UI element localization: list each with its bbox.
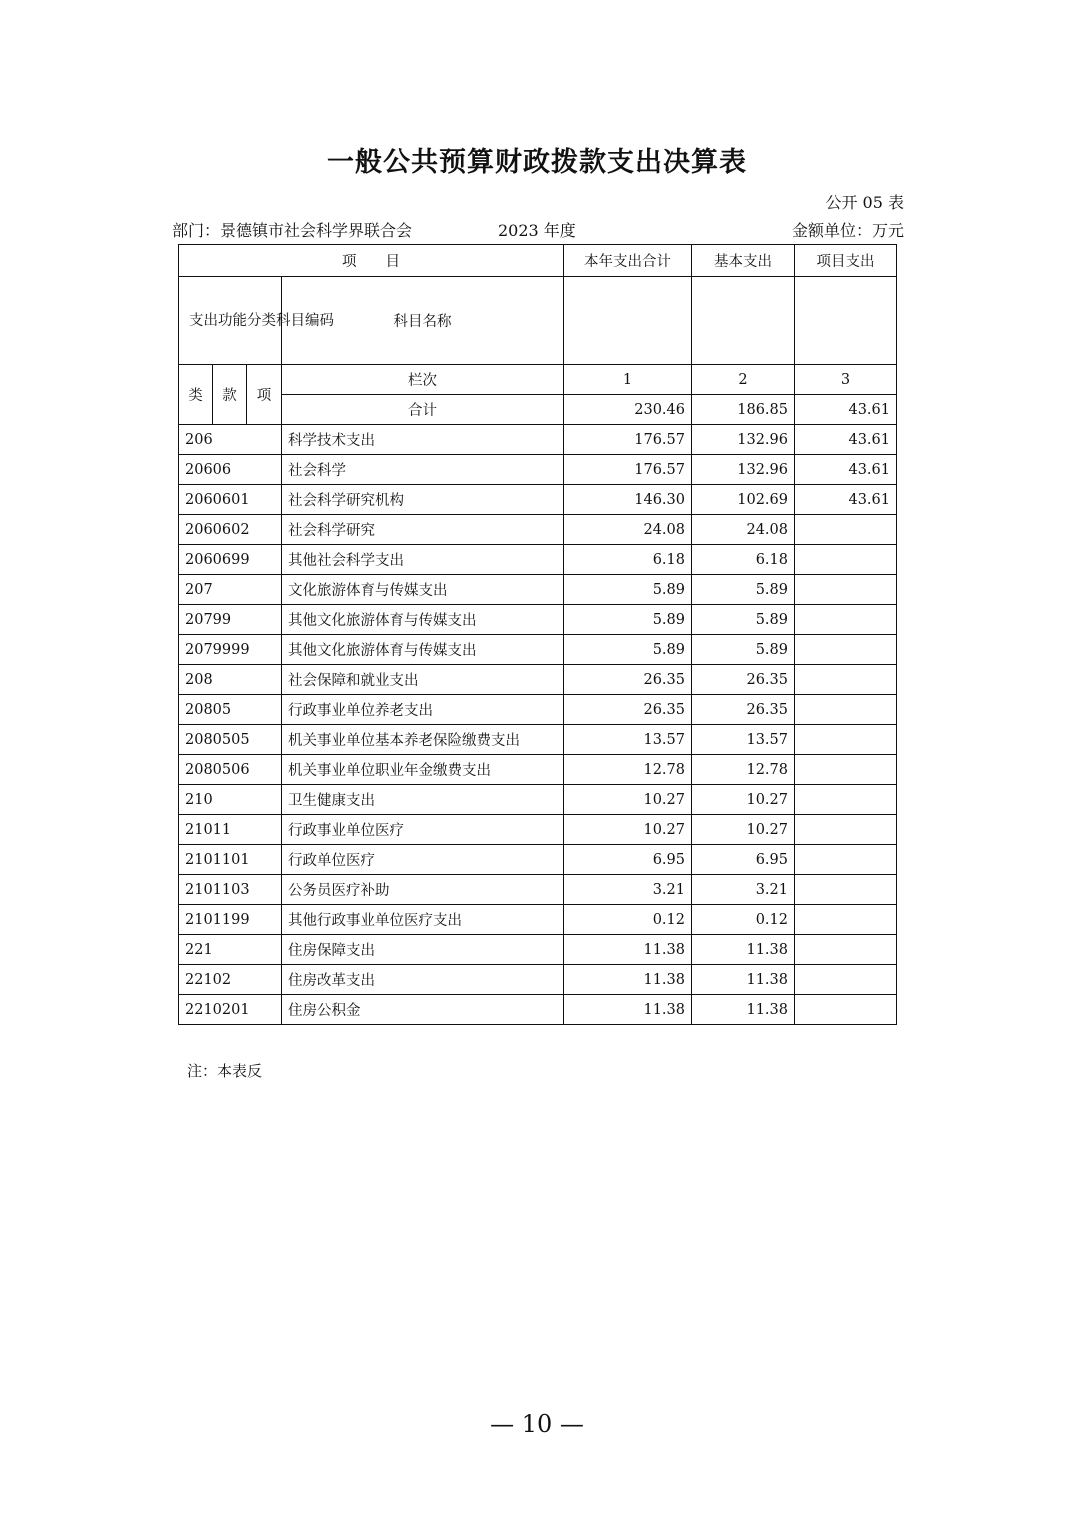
project-sum: 43.61 xyxy=(795,395,897,425)
project-amount xyxy=(795,845,897,875)
subject-name: 行政事业单位医疗 xyxy=(282,815,564,845)
total-amount: 11.38 xyxy=(564,935,692,965)
basic-amount: 5.89 xyxy=(692,635,795,665)
project-amount xyxy=(795,605,897,635)
total-amount: 5.89 xyxy=(564,635,692,665)
basic-amount: 11.38 xyxy=(692,965,795,995)
subject-code: 2080506 xyxy=(179,755,282,785)
subject-name: 机关事业单位职业年金缴费支出 xyxy=(282,755,564,785)
basic-amount: 11.38 xyxy=(692,935,795,965)
total-amount: 10.27 xyxy=(564,815,692,845)
header-col-1: 1 xyxy=(564,365,692,395)
total-amount: 176.57 xyxy=(564,425,692,455)
table-row xyxy=(179,545,897,575)
project-amount xyxy=(795,695,897,725)
amount-unit: 金额单位：万元 xyxy=(791,221,904,240)
subject-code: 2101199 xyxy=(179,905,282,935)
project-amount xyxy=(795,785,897,815)
header-lanci: 栏次 xyxy=(282,365,564,395)
table-row xyxy=(179,485,897,515)
project-amount xyxy=(795,755,897,785)
basic-amount: 12.78 xyxy=(692,755,795,785)
project-amount xyxy=(795,995,897,1025)
table-row xyxy=(179,605,897,635)
header-col-3: 3 xyxy=(795,365,897,395)
table-row xyxy=(179,815,897,845)
table-row xyxy=(179,455,897,485)
subject-code: 2060699 xyxy=(179,545,282,575)
total-amount: 12.78 xyxy=(564,755,692,785)
basic-amount: 11.38 xyxy=(692,995,795,1025)
subject-name: 社会科学研究机构 xyxy=(282,485,564,515)
project-amount: 43.61 xyxy=(795,455,897,485)
total-amount: 26.35 xyxy=(564,665,692,695)
project-amount xyxy=(795,965,897,995)
basic-amount: 24.08 xyxy=(692,515,795,545)
subject-name: 住房公积金 xyxy=(282,995,564,1025)
subject-code: 22102 xyxy=(179,965,282,995)
total-amount: 0.12 xyxy=(564,905,692,935)
subject-code: 210 xyxy=(179,785,282,815)
table-row xyxy=(179,965,897,995)
table-note: 注：本表反 xyxy=(187,1062,263,1080)
subject-name: 科学技术支出 xyxy=(282,425,564,455)
project-amount xyxy=(795,665,897,695)
subject-code: 2079999 xyxy=(179,635,282,665)
basic-amount: 0.12 xyxy=(692,905,795,935)
total-amount: 26.35 xyxy=(564,695,692,725)
header-project-col: 项目支出 xyxy=(795,245,897,277)
project-amount: 43.61 xyxy=(795,425,897,455)
total-label: 合计 xyxy=(282,395,564,425)
header-col-2: 2 xyxy=(692,365,795,395)
project-amount xyxy=(795,515,897,545)
subject-code: 2060602 xyxy=(179,515,282,545)
department-label: 部门：景德镇市社会科学界联合会 xyxy=(172,221,413,240)
subject-name: 机关事业单位基本养老保险缴费支出 xyxy=(282,725,564,755)
header-row-2 xyxy=(179,277,897,365)
table-row xyxy=(179,845,897,875)
header-subject-name: 科目名称 xyxy=(282,277,564,365)
basic-amount: 3.21 xyxy=(692,875,795,905)
budget-table xyxy=(178,244,897,1025)
header-total-col: 本年支出合计 xyxy=(564,245,692,277)
basic-amount: 102.69 xyxy=(692,485,795,515)
subject-name: 行政事业单位养老支出 xyxy=(282,695,564,725)
basic-amount: 10.27 xyxy=(692,815,795,845)
subject-name: 其他文化旅游体育与传媒支出 xyxy=(282,635,564,665)
total-amount: 176.57 xyxy=(564,455,692,485)
subject-code: 20805 xyxy=(179,695,282,725)
table-row xyxy=(179,515,897,545)
subject-code: 2080505 xyxy=(179,725,282,755)
header-kuan: 款 xyxy=(213,365,247,425)
form-number: 公开 05 表 xyxy=(825,193,904,212)
subject-code: 21011 xyxy=(179,815,282,845)
subject-name: 住房改革支出 xyxy=(282,965,564,995)
subject-code: 2101101 xyxy=(179,845,282,875)
table-row xyxy=(179,635,897,665)
subject-code: 2210201 xyxy=(179,995,282,1025)
basic-amount: 5.89 xyxy=(692,605,795,635)
table-row xyxy=(179,905,897,935)
total-sum: 230.46 xyxy=(564,395,692,425)
page-title: 一般公共预算财政拨款支出决算表 xyxy=(327,147,747,178)
table-row xyxy=(179,575,897,605)
total-amount: 146.30 xyxy=(564,485,692,515)
table-row xyxy=(179,935,897,965)
project-amount xyxy=(795,815,897,845)
total-amount: 11.38 xyxy=(564,995,692,1025)
project-amount xyxy=(795,875,897,905)
total-amount: 6.95 xyxy=(564,845,692,875)
table-row xyxy=(179,875,897,905)
basic-amount: 5.89 xyxy=(692,575,795,605)
header-empty-cell xyxy=(692,277,795,365)
subject-code: 221 xyxy=(179,935,282,965)
total-amount: 10.27 xyxy=(564,785,692,815)
subject-code: 2060601 xyxy=(179,485,282,515)
project-amount xyxy=(795,905,897,935)
fiscal-year: 2023 年度 xyxy=(498,221,576,240)
header-row-3 xyxy=(179,365,897,395)
subject-name: 文化旅游体育与传媒支出 xyxy=(282,575,564,605)
table-row xyxy=(179,665,897,695)
subject-name: 社会科学研究 xyxy=(282,515,564,545)
basic-amount: 26.35 xyxy=(692,695,795,725)
total-amount: 5.89 xyxy=(564,575,692,605)
subject-code: 20606 xyxy=(179,455,282,485)
subject-name: 住房保障支出 xyxy=(282,935,564,965)
subject-name: 行政单位医疗 xyxy=(282,845,564,875)
header-code: 支出功能分类科目编码 xyxy=(179,277,282,365)
total-amount: 24.08 xyxy=(564,515,692,545)
subject-name: 社会保障和就业支出 xyxy=(282,665,564,695)
table-row xyxy=(179,755,897,785)
project-amount: 43.61 xyxy=(795,485,897,515)
header-basic-col: 基本支出 xyxy=(692,245,795,277)
header-empty-cell xyxy=(795,277,897,365)
header-row-1 xyxy=(179,245,897,277)
header-xiang: 项 xyxy=(247,365,282,425)
total-row xyxy=(179,395,897,425)
project-amount xyxy=(795,635,897,665)
header-lei: 类 xyxy=(179,365,213,425)
total-amount: 5.89 xyxy=(564,605,692,635)
page-number: — 10 — xyxy=(490,1410,584,1438)
basic-amount: 10.27 xyxy=(692,785,795,815)
basic-amount: 13.57 xyxy=(692,725,795,755)
project-amount xyxy=(795,725,897,755)
project-amount xyxy=(795,545,897,575)
basic-amount: 6.18 xyxy=(692,545,795,575)
subject-name: 其他文化旅游体育与传媒支出 xyxy=(282,605,564,635)
table-row xyxy=(179,695,897,725)
project-amount xyxy=(795,935,897,965)
subject-code: 206 xyxy=(179,425,282,455)
basic-sum: 186.85 xyxy=(692,395,795,425)
basic-amount: 6.95 xyxy=(692,845,795,875)
basic-amount: 26.35 xyxy=(692,665,795,695)
table-row xyxy=(179,725,897,755)
table-row xyxy=(179,425,897,455)
subject-code: 2101103 xyxy=(179,875,282,905)
subject-name: 卫生健康支出 xyxy=(282,785,564,815)
total-amount: 3.21 xyxy=(564,875,692,905)
table-row xyxy=(179,785,897,815)
subject-name: 其他社会科学支出 xyxy=(282,545,564,575)
subject-code: 20799 xyxy=(179,605,282,635)
project-amount xyxy=(795,575,897,605)
subject-code: 208 xyxy=(179,665,282,695)
subject-code: 207 xyxy=(179,575,282,605)
header-empty-cell xyxy=(564,277,692,365)
basic-amount: 132.96 xyxy=(692,455,795,485)
total-amount: 6.18 xyxy=(564,545,692,575)
subject-name: 公务员医疗补助 xyxy=(282,875,564,905)
table-row xyxy=(179,995,897,1025)
total-amount: 13.57 xyxy=(564,725,692,755)
subject-name: 其他行政事业单位医疗支出 xyxy=(282,905,564,935)
total-amount: 11.38 xyxy=(564,965,692,995)
basic-amount: 132.96 xyxy=(692,425,795,455)
subject-name: 社会科学 xyxy=(282,455,564,485)
header-item: 项 目 xyxy=(179,245,564,277)
